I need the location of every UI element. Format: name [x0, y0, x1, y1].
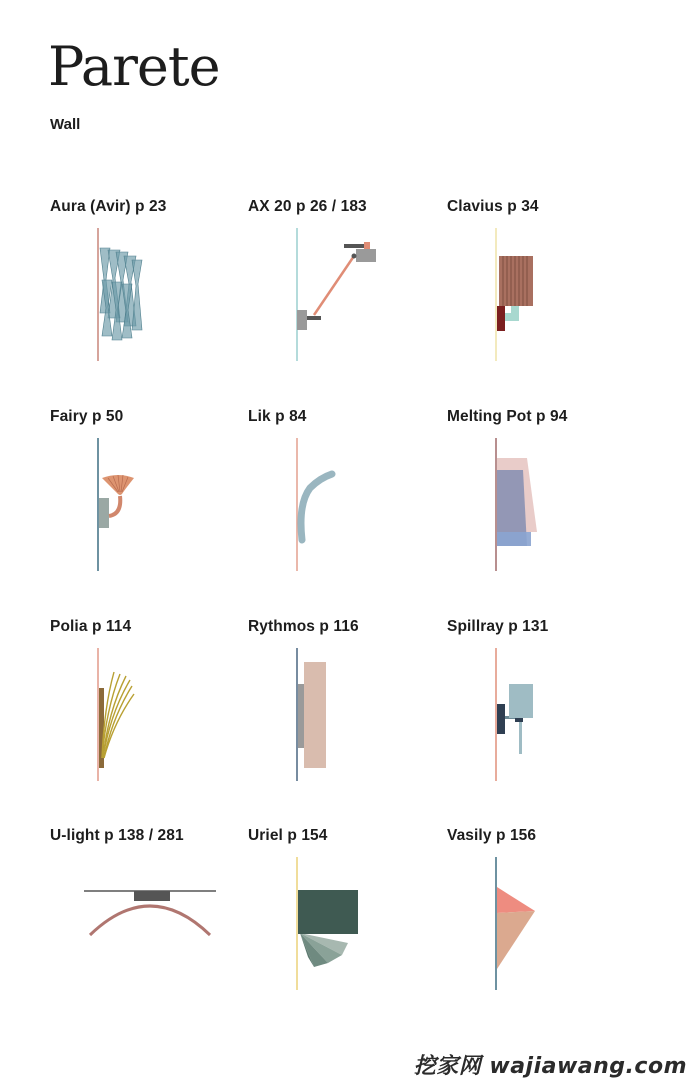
product-card-spillray[interactable] — [447, 618, 637, 818]
melting-pot-lamp-illustration — [447, 428, 637, 578]
spillray-lamp-illustration — [447, 638, 637, 788]
u-light-lamp-illustration — [50, 847, 240, 997]
product-card-uriel[interactable] — [248, 827, 438, 1027]
ax20-lamp-illustration — [248, 218, 438, 368]
product-label: Uriel p 154 — [248, 827, 328, 844]
product-card-aura[interactable] — [50, 198, 240, 398]
product-label: Vasily p 156 — [447, 827, 537, 844]
product-label: Rythmos p 116 — [248, 618, 359, 635]
product-card-fairy[interactable] — [50, 408, 240, 608]
product-label: Fairy p 50 — [50, 408, 124, 425]
product-card-vasily[interactable] — [447, 827, 637, 1027]
product-card-rythmos[interactable] — [248, 618, 438, 818]
product-card-lik[interactable] — [248, 408, 438, 608]
product-card-clavius[interactable] — [447, 198, 637, 398]
product-label: Spillray p 131 — [447, 618, 549, 635]
aura-lamp-illustration — [50, 218, 240, 368]
product-label: Aura (Avir) p 23 — [50, 198, 167, 215]
fairy-lamp-illustration — [50, 428, 240, 578]
product-label: AX 20 p 26 / 183 — [248, 198, 367, 215]
uriel-lamp-illustration — [248, 847, 438, 997]
page-title: Parete — [48, 35, 220, 98]
product-label: U-light p 138 / 281 — [50, 827, 184, 844]
vasily-lamp-illustration — [447, 847, 637, 997]
product-label: Clavius p 34 — [447, 198, 539, 215]
product-label: Melting Pot p 94 — [447, 408, 568, 425]
product-label: Polia p 114 — [50, 618, 132, 635]
product-card-melting-pot[interactable] — [447, 408, 637, 608]
clavius-lamp-illustration — [447, 218, 637, 368]
product-card-polia[interactable] — [50, 618, 240, 818]
rythmos-lamp-illustration — [248, 638, 438, 788]
product-card-u-light[interactable] — [50, 827, 240, 1027]
product-label: Lik p 84 — [248, 408, 307, 425]
watermark: 挖家网 wajiawang.com — [413, 1054, 687, 1079]
polia-lamp-illustration — [50, 638, 240, 788]
product-card-ax20[interactable] — [248, 198, 438, 398]
lik-lamp-illustration — [248, 428, 438, 578]
page-subtitle: Wall — [50, 116, 81, 133]
